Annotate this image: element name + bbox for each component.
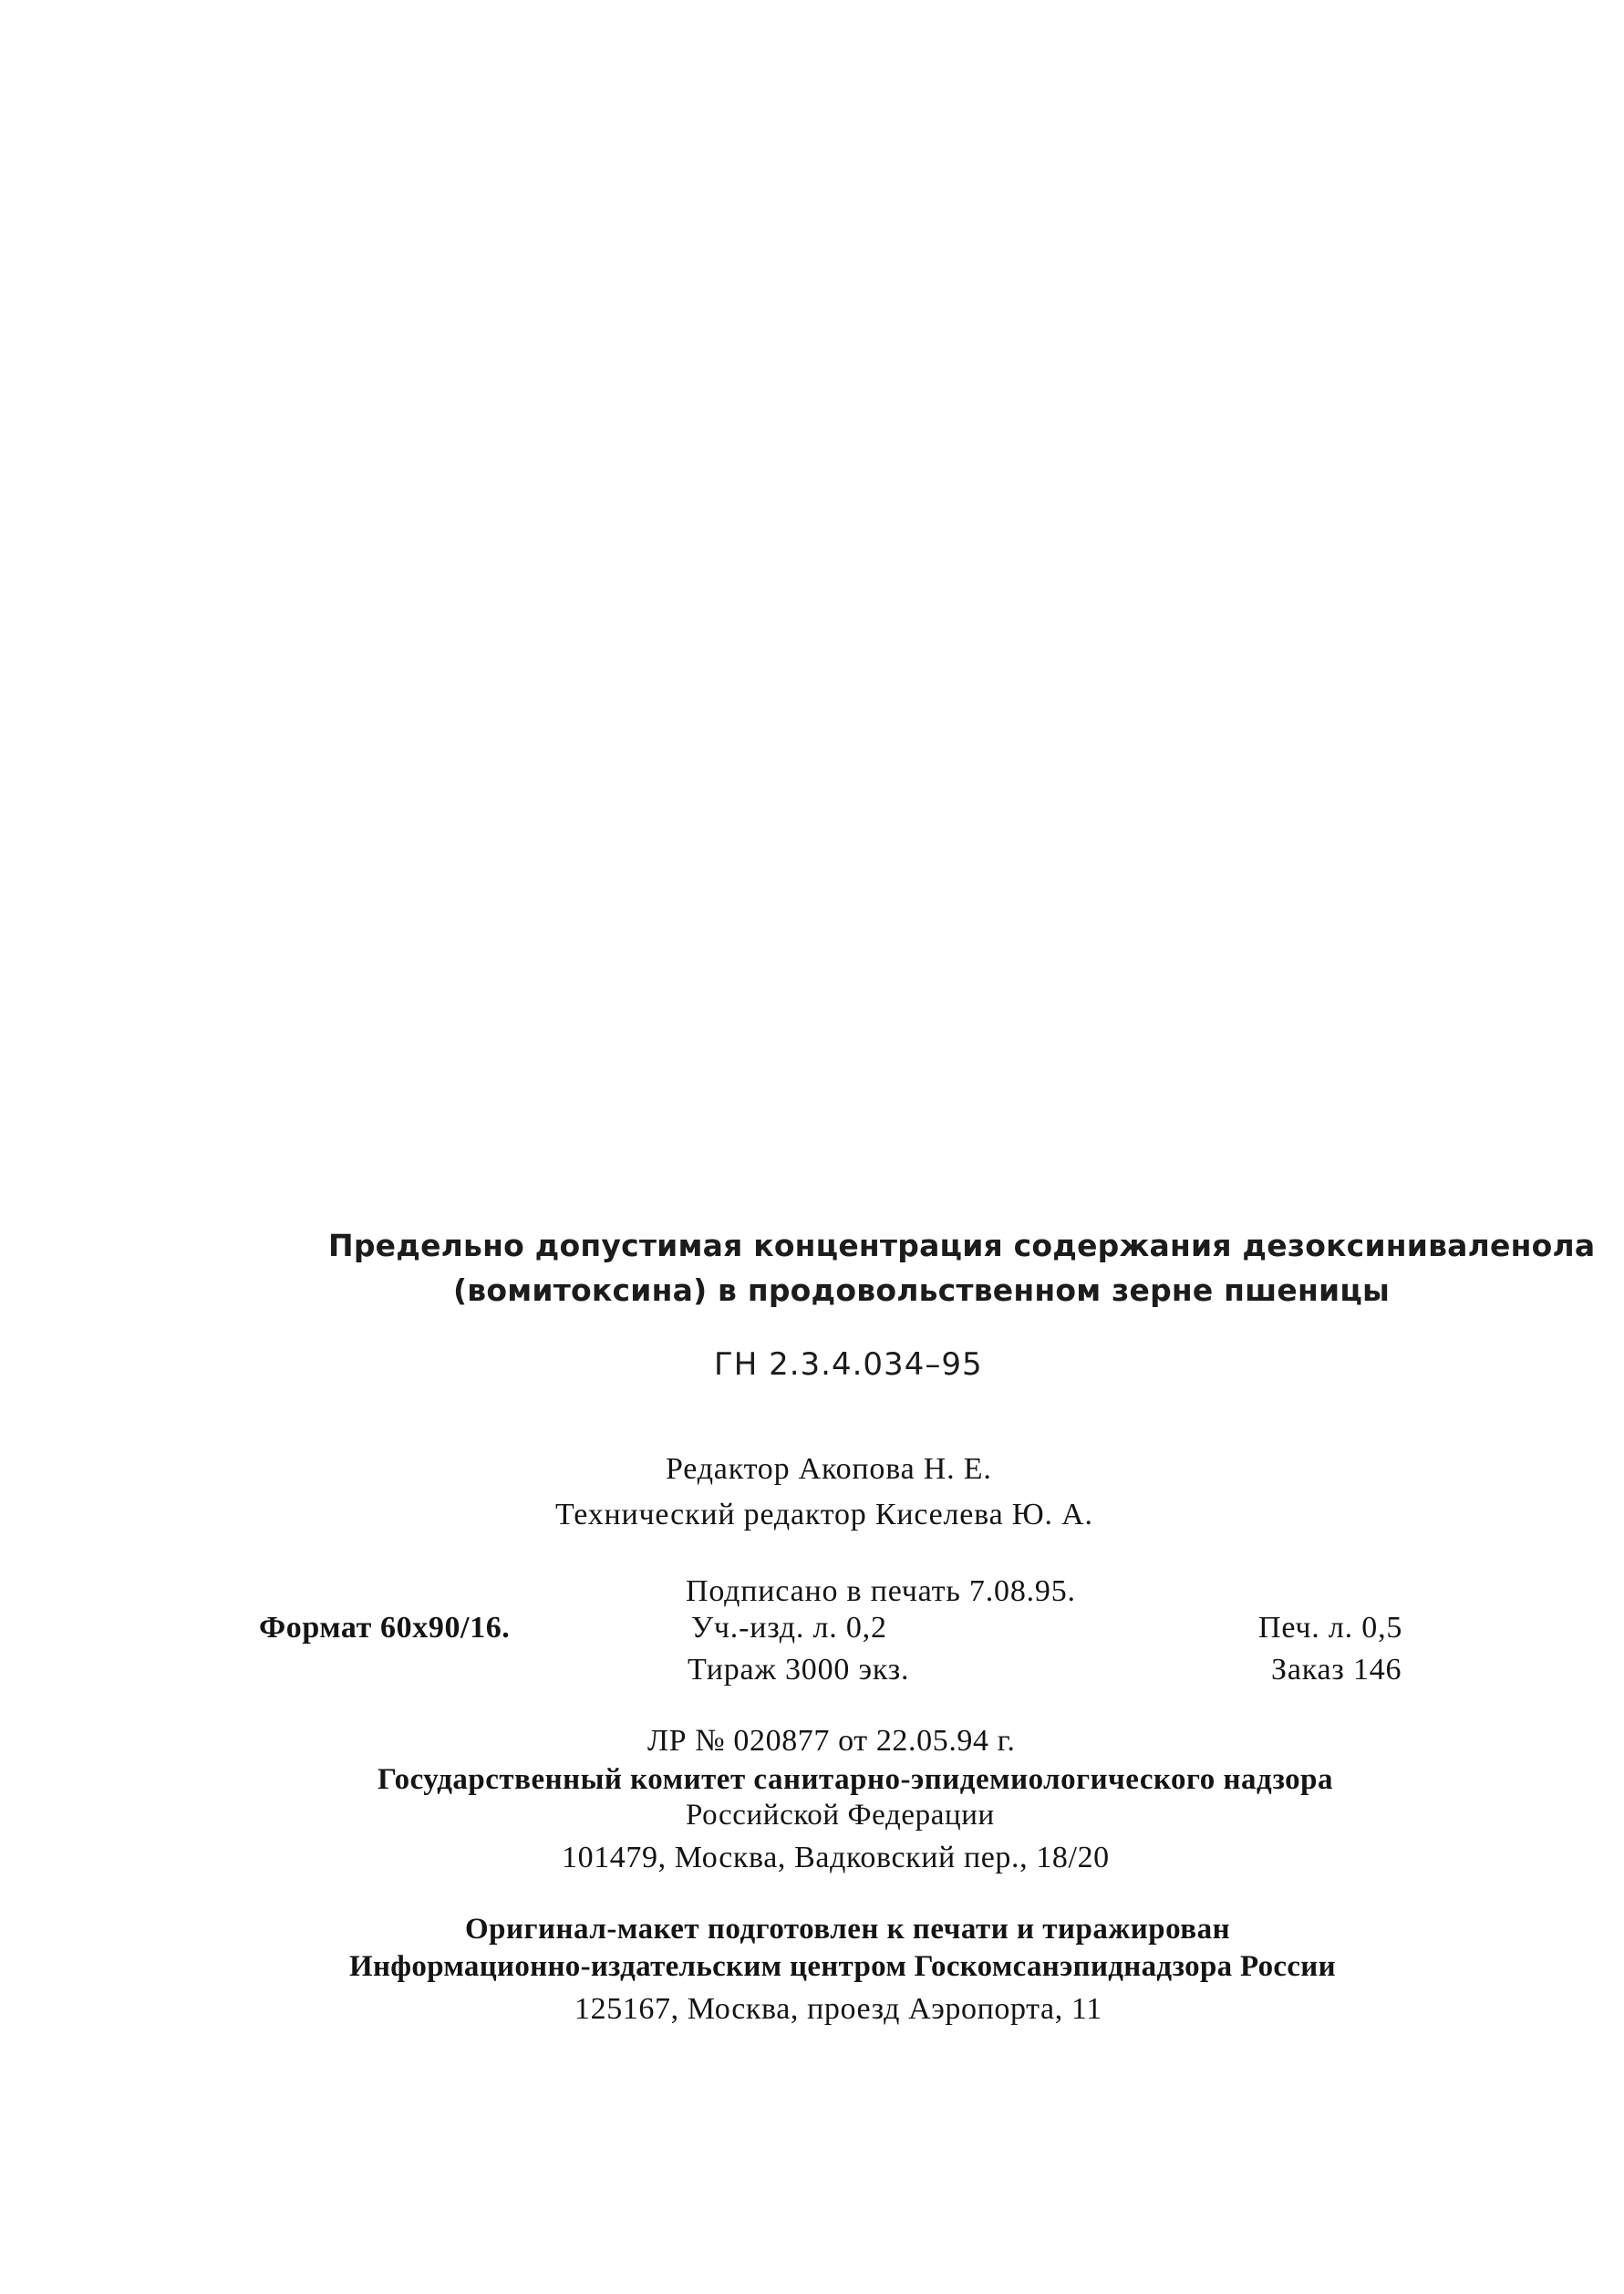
publisher-sheets: Уч.-изд. л. 0,2 (691, 1611, 887, 1645)
committee-line-1: Государственный комитет санитарно-эпидемиологического надзора (378, 1763, 1333, 1796)
title-line-2: (вомитоксина) в продовольственном зерне пшеницы (453, 1272, 1391, 1308)
committee-line-2: Российской Федерации (686, 1799, 995, 1832)
format-info: Формат 60х90/16. (259, 1611, 511, 1645)
editor-credit: Редактор Акопова Н. Е. (666, 1452, 992, 1486)
printer-line-2: Информационно-издательским центром Госкомсанэпиднадзора России (349, 1950, 1336, 1983)
tech-editor-credit: Технический редактор Киселева Ю. А. (555, 1498, 1093, 1531)
order-number: Заказ 146 (1271, 1653, 1402, 1687)
document-code: ГН 2.3.4.034–95 (714, 1346, 983, 1383)
license-line: ЛР № 020877 от 22.05.94 г. (647, 1724, 1016, 1758)
print-run: Тираж 3000 экз. (688, 1653, 910, 1687)
publisher-address: 101479, Москва, Вадковский пер., 18/20 (562, 1841, 1110, 1874)
title-line-1: Предельно допустимая концентрация содержания дезоксиниваленола (328, 1228, 1596, 1263)
printed-sheets: Печ. л. 0,5 (1258, 1611, 1403, 1645)
printer-line-1: Оригинал-макет подготовлен к печати и тиражирован (465, 1913, 1231, 1946)
signed-to-print: Подписано в печать 7.08.95. (686, 1574, 1076, 1608)
printer-address: 125167, Москва, проезд Аэропорта, 11 (574, 1992, 1102, 2026)
